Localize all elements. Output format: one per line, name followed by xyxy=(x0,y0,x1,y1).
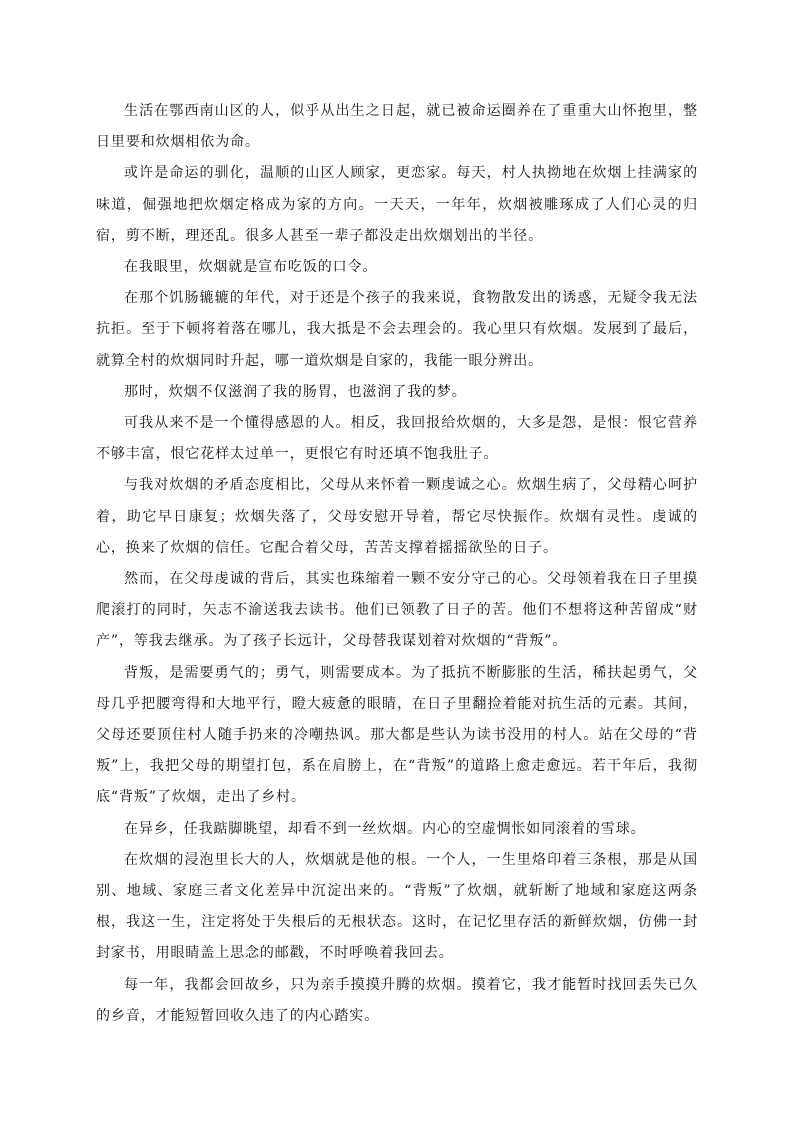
paragraph-1: 生活在鄂西南山区的人，似乎从出生之日起，就已被命运圈养在了重重大山怀抱里，整日里要和炊烟相依为命。 xyxy=(96,103,698,151)
paragraph-6: 可我从来不是一个懂得感恩的人。相反，我回报给炊烟的，大多是怨，是恨：恨它营养不够丰富，恨它花样太过单一，更恨它有时还填不饱我肚子。 xyxy=(96,415,698,463)
paragraph-10: 在异乡，任我踮脚眺望，却看不到一丝炊烟。内心的空虚惆怅如同滚着的雪球。 xyxy=(124,820,646,837)
paragraph-2: 或许是命运的驯化，温顺的山区人顾家，更恋家。每天，村人执拗地在炊烟上挂满家的味道，倔强地把炊烟定格成为家的方向。一天天，一年年，炊烟被雕琢成了人们心灵的归宿，剪不断，理还乱。很多人甚至一辈子都没走出炊烟划出的半径。 xyxy=(96,165,698,244)
paragraph-5: 那时，炊烟不仅滋润了我的肠胃，也滋润了我的梦。 xyxy=(124,383,467,400)
document-page xyxy=(96,96,698,1032)
paragraph-3: 在我眼里，炊烟就是宣布吃饭的口令。 xyxy=(124,259,378,276)
paragraph-7: 与我对炊烟的矛盾态度相比，父母从来怀着一颗虔诚之心。炊烟生病了，父母精心呵护着，助它早日康复；炊烟失落了，父母安慰开导着，帮它尽快振作。炊烟有灵性。虔诚的心，换来了炊烟的信任。它配合着父母，苦苦支撑着摇摇欲坠的日子。 xyxy=(96,477,698,556)
paragraph-9: 背叛，是需要勇气的；勇气，则需要成本。为了抵抗不断膨胀的生活，稀扶起勇气，父母几乎把腰弯得和大地平行，瞪大疲惫的眼睛，在日子里翻捡着能对抗生活的元素。其间，父母还要顶住村人随手扔来的冷嘲热讽。那大都是些认为读书没用的村人。站在父母的“背叛”上，我把父母的期望打包，系在肩膀上，在“背叛”的道路上愈走愈远。若干年后，我彻底“背叛”了炊烟，走出了乡村。 xyxy=(96,664,698,806)
paragraph-12: 每一年，我都会回故乡，只为亲手摸摸升腾的炊烟。摸着它，我才能暂时找回丢失已久的乡音，才能短暂回收久违了的内心踏实。 xyxy=(96,976,698,1024)
paragraph-4: 在那个饥肠辘辘的年代，对于还是个孩子的我来说，食物散发出的诱惑，无疑令我无法抗拒。至于下顿将着落在哪儿，我大抵是不会去理会的。我心里只有炊烟。发展到了最后，就算全村的炊烟同时升起，哪一道炊烟是自家的，我能一眼分辨出。 xyxy=(96,290,698,369)
paragraph-8: 然而，在父母虔诚的背后，其实也珠缩着一颗不安分守己的心。父母领着我在日子里摸爬滚打的同时，矢志不渝送我去读书。他们已领教了日子的苦。他们不想将这种苦留成“财产”，等我去继承。为了孩子长远计，父母替我谋划着对炊烟的“背叛”。 xyxy=(96,571,698,650)
paragraph-11: 在炊烟的浸泡里长大的人，炊烟就是他的根。一个人，一生里烙印着三条根，那是从国别、地域、家庭三者文化差异中沉淀出来的。“背叛”了炊烟，就斩断了地域和家庭这两条根，我这一生，注定将处于失根后的无根状态。这时，在记忆里存活的新鲜炊烟，仿佛一封封家书，用眼睛盖上思念的邮戳，不时呼唤着我回去。 xyxy=(96,851,698,962)
